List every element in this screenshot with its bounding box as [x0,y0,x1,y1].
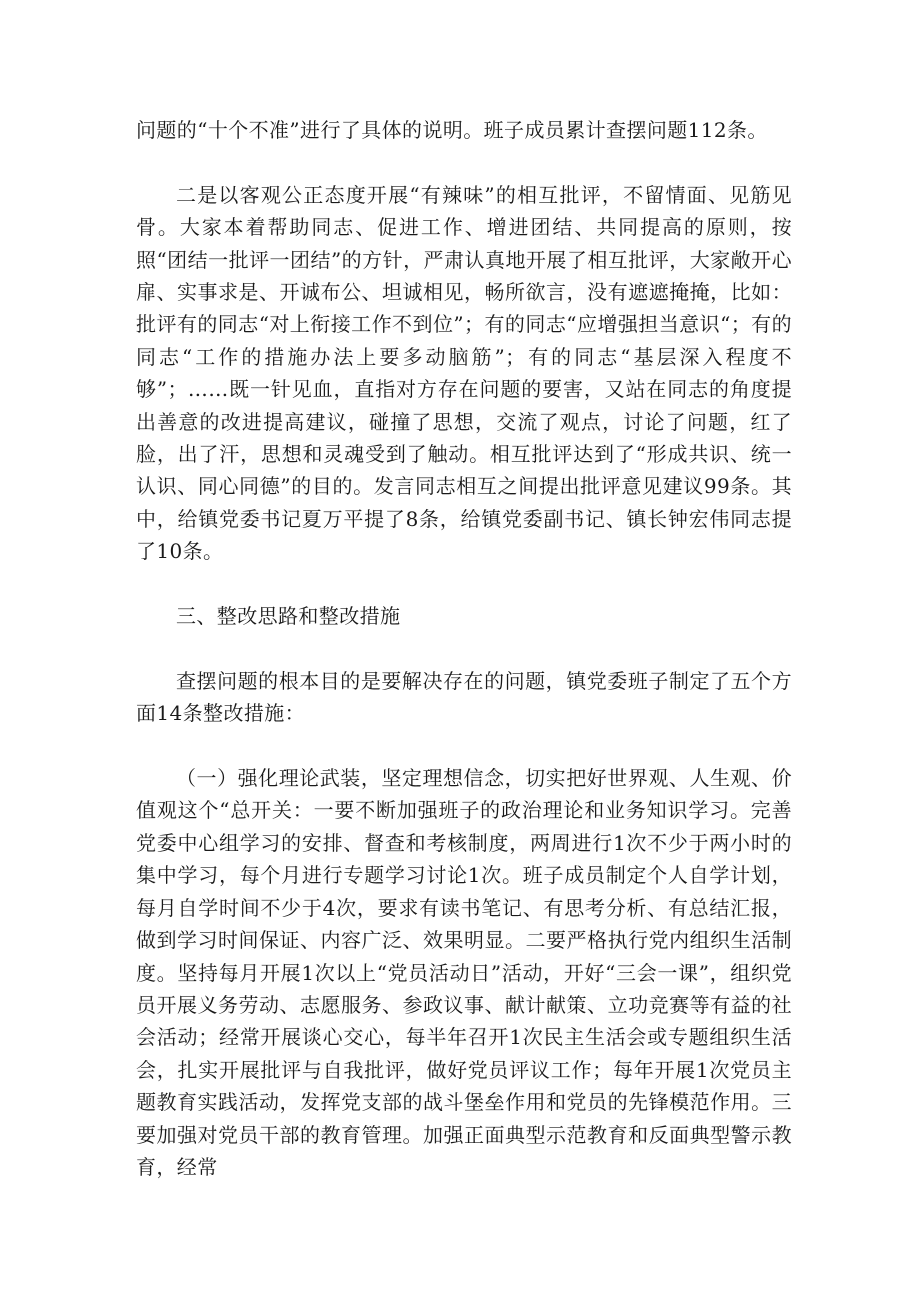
paragraph-mutual-criticism: 二是以客观公正态度开展“有辣味”的相互批评，不留情面、见筋见骨。大家本着帮助同志、促进工作、增进团结、共同提高的原则，按照“团结一批评一团结”的方针，严肃认真地开展了相互批评，大家敞开心扉、实事求是、开诚布公、坦诚相见，畅所欲言，没有遮遮掩掩，比如：批评有的同志“对上衔接工作不到位”；有的同志“应增强担当意识“；有的同志“工作的措施办法上要多动脑筋”；有的同志“基层深入程度不够”；……既一针见血，直指对方存在问题的要害，又站在同志的角度提出善意的改进提高建议，碰撞了思想，交流了观点，讨论了问题，红了脸，出了汗，思想和灵魂受到了触动。相互批评达到了“形成共识、统一认识、同心同德”的目的。发言同志相互之间提出批评意见建议99条。其中，给镇党委书记夏万平提了8条，给镇党委副书记、镇长钟宏伟同志提了10条。 [136,182,792,564]
document-body [136,114,792,1183]
paragraph-rectification-intro: 查摆问题的根本目的是要解决存在的问题，镇党委班子制定了五个方面14条整改措施： [136,668,792,726]
paragraph-measure-one: （一）强化理论武装，坚定理想信念，切实把好世界观、人生观、价值观这个“总开关：一要不断加强班子的政治理论和业务知识学习。完善党委中心组学习的安排、督查和考核制度，两周进行1次不少于两小时的集中学习，每个月进行专题学习讨论1次。班子成员制定个人自学计划，每月自学时间不少于4次，要求有读书笔记、有思考分析、有总结汇报，做到学习时间保证、内容广泛、效果明显。二要严格执行党内组织生活制度。坚持每月开展1次以上“党员活动日”活动，开好“三会一课”，组织党员开展义务劳动、志愿服务、参政议事、献计献策、立功竞赛等有益的社会活动；经常开展谈心交心，每半年召开1次民主生活会或专题组织生活会，扎实开展批评与自我批评，做好党员评议工作；每年开展1次党员主题教育实践活动，发挥党支部的战斗堡垒作用和党员的先锋模范作用。三要加强对党员干部的教育管理。加强正面典型示范教育和反面典型警示教育，经常 [136,766,792,1179]
paragraph-continuation: 问题的“十个不准”进行了具体的说明。班子成员累计查摆问题112条。 [136,118,768,142]
section-heading-rectification: 三、整改思路和整改措施 [176,604,401,629]
